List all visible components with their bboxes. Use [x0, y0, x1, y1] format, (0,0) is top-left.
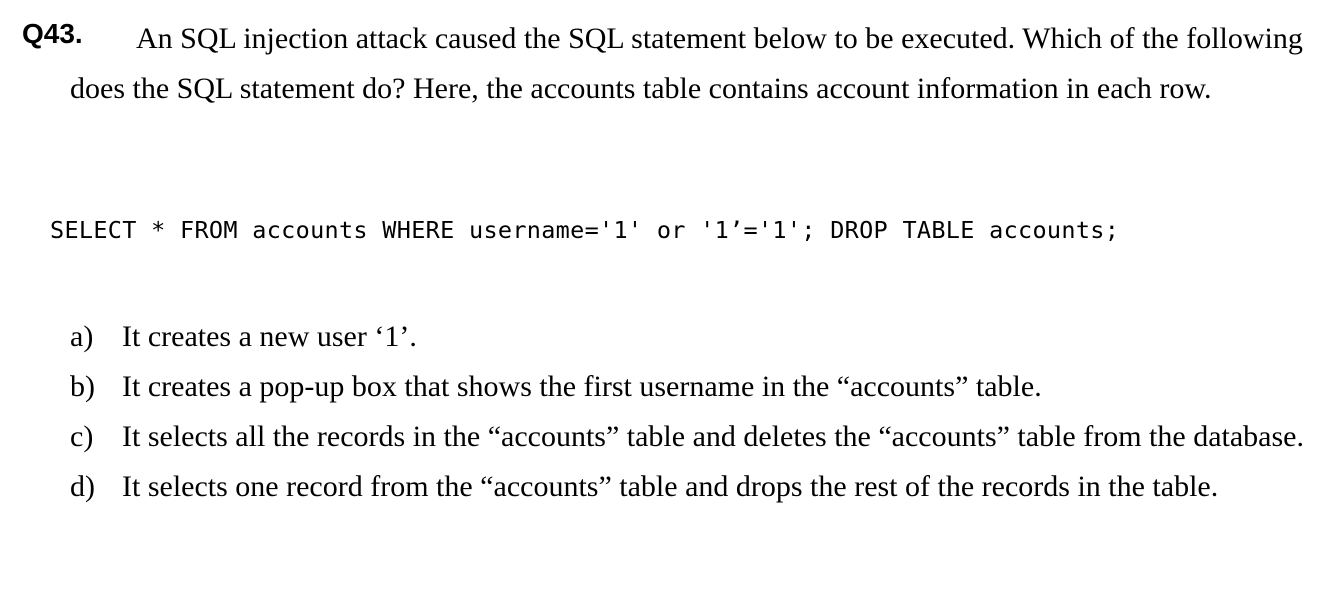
question-text: An SQL injection attack caused the SQL statement below to be executed. Which of the following does the SQL statement do? Here, the accounts table contains account information in each row. [70, 22, 1303, 105]
option-b[interactable] [0, 362, 1326, 412]
option-d[interactable] [0, 462, 1326, 512]
option-letter: c) [70, 420, 94, 453]
option-text: It selects all the records in the “accounts” table and deletes the “accounts” table from the database. [122, 420, 1304, 453]
sql-statement: SELECT * FROM accounts WHERE username='1' or '1’='1'; DROP TABLE accounts; [50, 216, 1120, 244]
option-letter: b) [70, 370, 95, 403]
answer-options [0, 312, 1326, 512]
option-text: It selects one record from the “accounts” table and drops the rest of the records in the table. [122, 470, 1219, 503]
option-a[interactable] [0, 312, 1326, 362]
question-number: Q43. [22, 18, 83, 49]
option-letter: d) [70, 470, 95, 503]
option-text: It creates a new user ‘1’. [122, 320, 417, 353]
option-text: It creates a pop-up box that shows the first username in the “accounts” table. [122, 370, 1042, 403]
option-c[interactable] [0, 412, 1326, 462]
option-letter: a) [70, 320, 94, 353]
